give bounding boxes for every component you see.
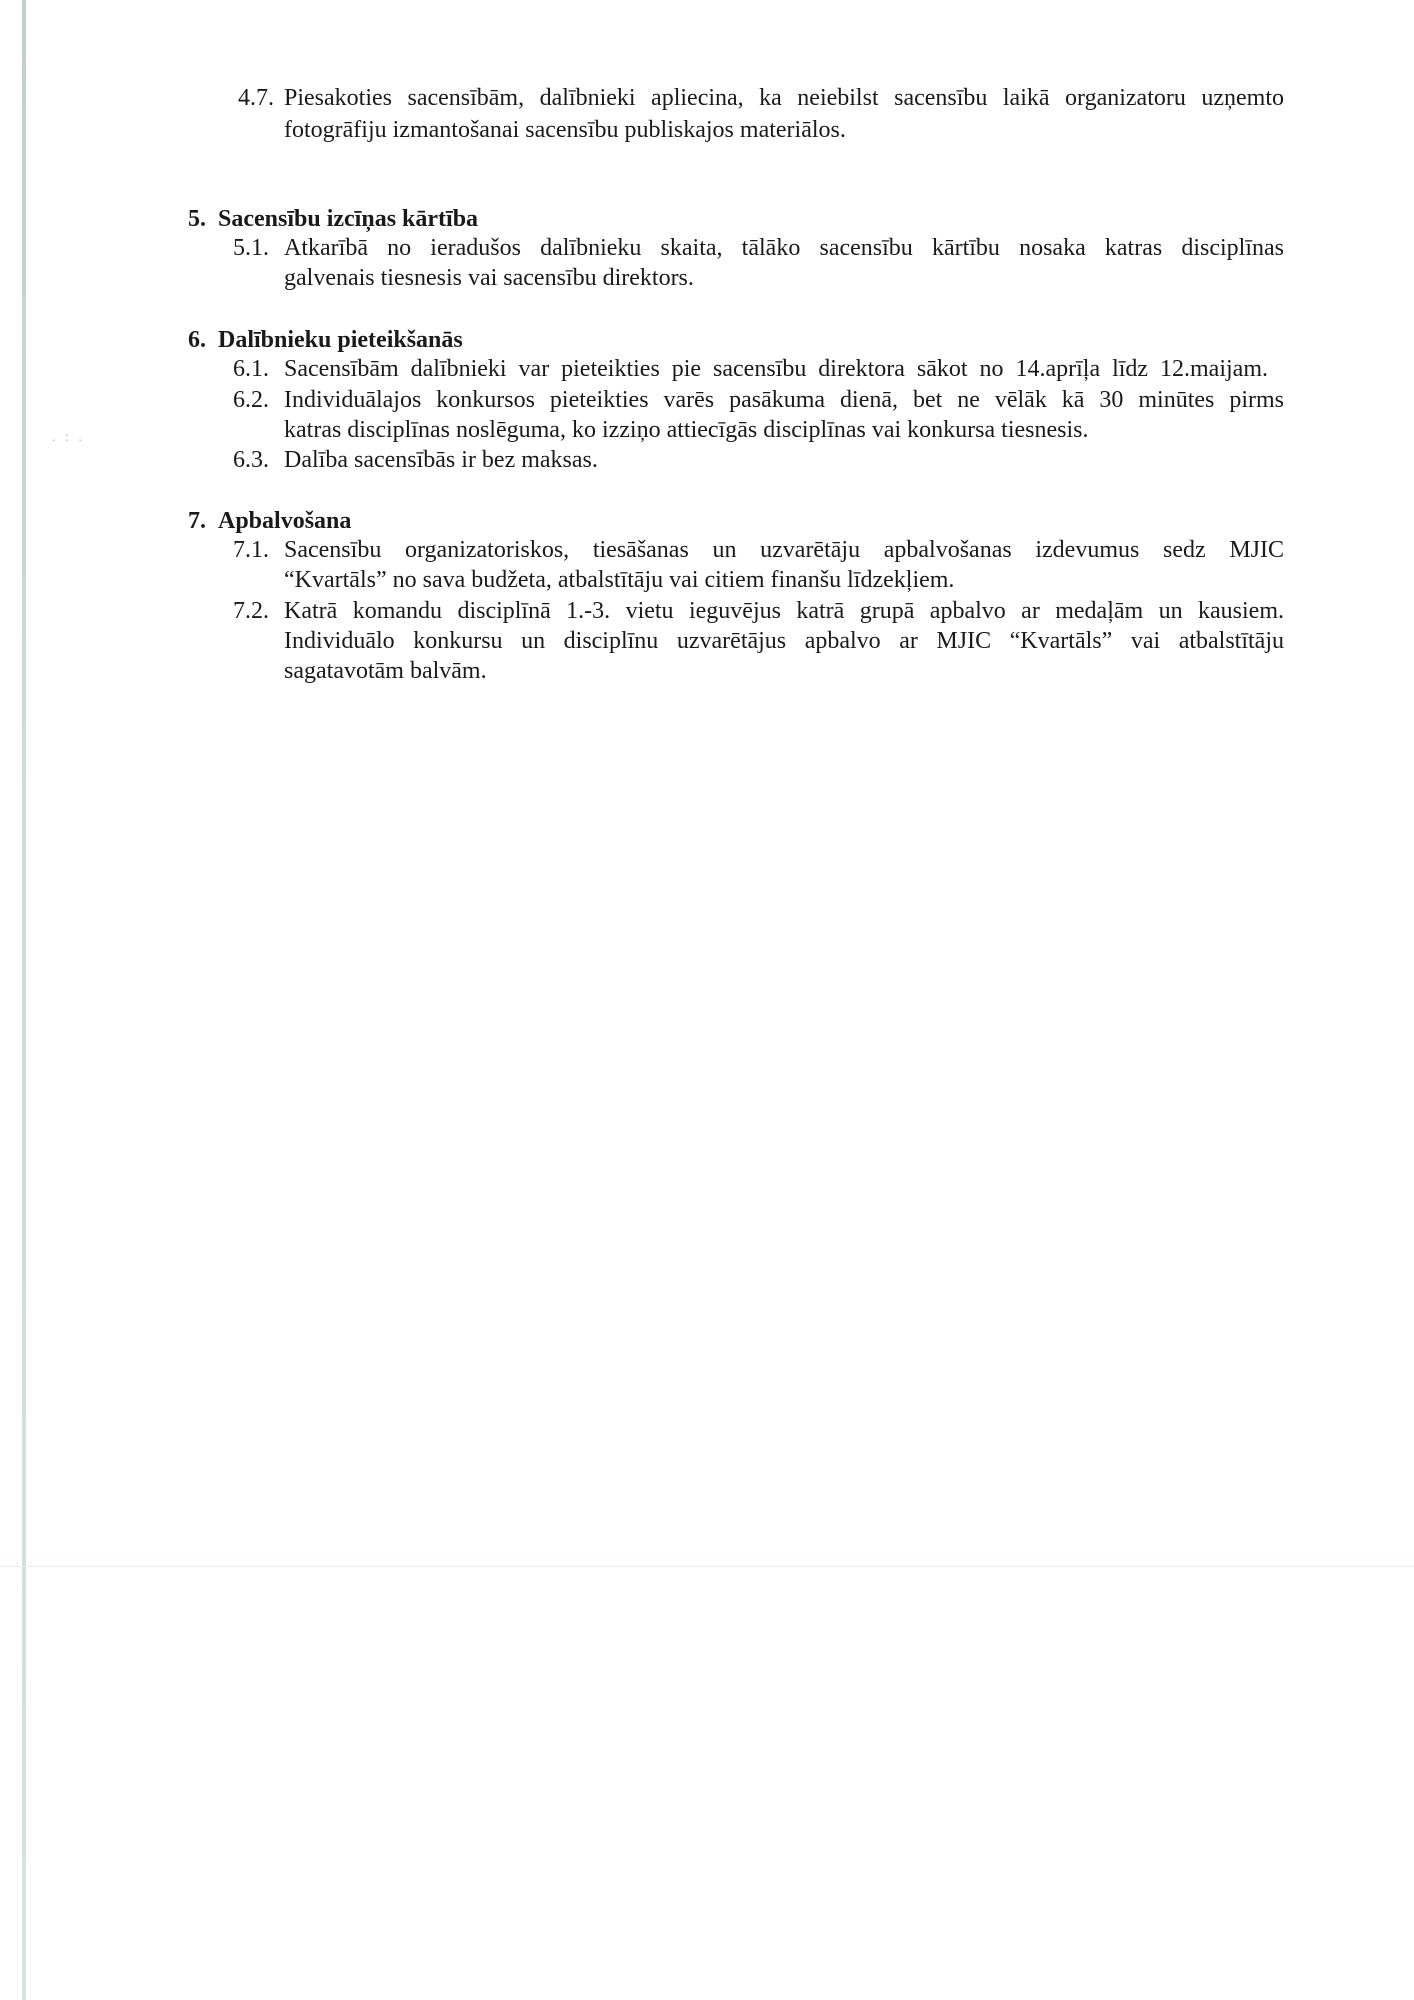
item-6-1-line-1: Sacensībām dalībnieki var pieteikties pie sacensību direktora sākot no 14.aprīļa līdz 12.maijam. (284, 356, 1268, 382)
item-7-2-line-1: Katrā komandu disciplīnā 1.-3. vietu ieguvējus katrā grupā apbalvo ar medaļām un kausiem. (284, 598, 1284, 624)
item-6-2-line-2: katras disciplīnas noslēguma, ko izziņo attiecīgās disciplīnas vai konkursa tiesnesis. (284, 417, 1089, 443)
item-7-1-line-1: Sacensību organizatoriskos, tiesāšanas un uzvarētāju apbalvošanas izdevumus sedz MJIC (284, 537, 1284, 563)
item-6-3-line-1: Dalība sacensībās ir bez maksas. (284, 447, 598, 473)
section-6-number: 6. (188, 327, 206, 353)
section-5-number: 5. (188, 206, 206, 232)
item-7-2-number: 7.2. (233, 598, 269, 624)
scan-fold-line (0, 1566, 1414, 1567)
section-7-title: Apbalvošana (218, 508, 352, 534)
item-6-2-line-1: Individuālajos konkursos pieteikties varēs pasākuma dienā, bet ne vēlāk kā 30 minūtes pirms (284, 387, 1284, 413)
item-6-2-number: 6.2. (233, 387, 269, 413)
item-7-1-number: 7.1. (233, 537, 269, 563)
item-5-1-number: 5.1. (233, 235, 269, 261)
scan-speckles: . : . (52, 430, 85, 445)
section-6-title: Dalībnieku pieteikšanās (218, 327, 463, 353)
item-6-1-number: 6.1. (233, 356, 269, 382)
item-5-1-line-2: galvenais tiesnesis vai sacensību direktors. (284, 265, 694, 291)
item-4-7-line-2: fotogrāfiju izmantošanai sacensību publiskajos materiālos. (284, 117, 846, 143)
item-4-7-line-1: Piesakoties sacensībām, dalībnieki apliecina, ka neiebilst sacensību laikā organizatoru uzņemto (284, 85, 1284, 111)
item-7-2-line-2: Individuālo konkursu un disciplīnu uzvarētājus apbalvo ar MJIC “Kvartāls” vai atbalstītāju (284, 628, 1284, 654)
item-7-1-line-2: “Kvartāls” no sava budžeta, atbalstītāju vai citiem finanšu līdzekļiem. (284, 567, 955, 593)
item-7-2-line-3: sagatavotām balvām. (284, 658, 487, 684)
item-4-7-number: 4.7. (238, 85, 274, 111)
section-5-title: Sacensību izcīņas kārtība (218, 206, 479, 232)
item-6-3-number: 6.3. (233, 447, 269, 473)
item-5-1-line-1: Atkarībā no ieradušos dalībnieku skaita, tālāko sacensību kārtību nosaka katras disciplīnas (284, 235, 1284, 261)
scan-binding-edge (22, 0, 26, 2000)
section-7-number: 7. (188, 508, 206, 534)
